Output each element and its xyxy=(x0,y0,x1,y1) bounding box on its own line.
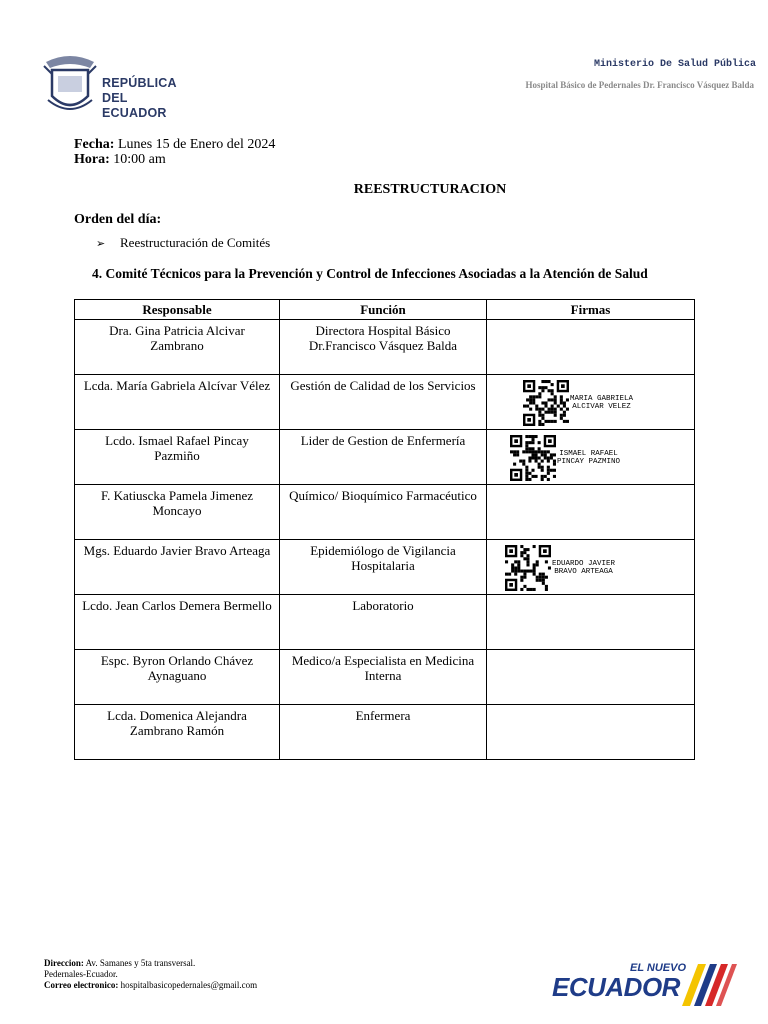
cell-firma xyxy=(487,650,695,705)
signature-name: EDUARDO JAVIER BRAVO ARTEAGA xyxy=(552,560,616,576)
signature-qr-icon xyxy=(510,435,556,481)
signature-qr-icon xyxy=(523,380,569,426)
cell-funcion: Directora Hospital Básico Dr.Francisco Vásquez Balda xyxy=(280,320,487,375)
brand-main-text: ECUADOR xyxy=(552,972,680,1002)
table-row xyxy=(75,485,695,540)
document-title: REESTRUCTURACION xyxy=(353,182,507,197)
hora-label: Hora: xyxy=(74,152,110,167)
direccion-label: Direccion: xyxy=(44,958,84,968)
hora-line xyxy=(74,152,166,168)
brand-top-text: EL NUEVO xyxy=(630,962,687,974)
hospital-header: Hospital Básico de Pedernales Dr. Francisco Vásquez Balda xyxy=(525,80,754,90)
agenda-item-text: Reestructuración de Comités xyxy=(120,235,271,250)
republica-logo xyxy=(40,52,190,120)
correo-label: Correo electronico: xyxy=(44,980,119,990)
table-row xyxy=(75,650,695,705)
cell-firma xyxy=(487,595,695,650)
signature-qr-icon xyxy=(505,545,551,591)
direccion-value: Av. Samanes y 5ta transversal. xyxy=(85,958,196,968)
cell-funcion: Químico/ Bioquímico Farmacéutico xyxy=(280,485,487,540)
cell-responsable: Lcda. María Gabriela Alcívar Vélez xyxy=(75,375,280,430)
cell-firma xyxy=(487,705,695,760)
city: Pedernales-Ecuador. xyxy=(44,969,118,979)
cell-firma xyxy=(487,485,695,540)
header-funcion: Función xyxy=(280,300,487,320)
cell-responsable: Lcda. Domenica Alejandra Zambrano Ramón xyxy=(75,705,280,760)
fecha-label: Fecha: xyxy=(74,137,115,152)
table-row xyxy=(75,375,695,430)
ministry-name: Ministerio De Salud Pública xyxy=(593,59,756,70)
fecha-line xyxy=(74,137,275,153)
cell-responsable: Mgs. Eduardo Javier Bravo Arteaga xyxy=(75,540,280,595)
hora-value: 10:00 am xyxy=(113,152,166,167)
table-row xyxy=(75,430,695,485)
cell-responsable: Lcdo. Jean Carlos Demera Bermello xyxy=(75,595,280,650)
footer-contact xyxy=(44,958,257,991)
cell-funcion: Epidemiólogo de Vigilancia Hospitalaria xyxy=(280,540,487,595)
table-row xyxy=(75,320,695,375)
cell-funcion: Medico/a Especialista en Medicina Interna xyxy=(280,650,487,705)
cell-responsable: F. Katiuscka Pamela Jimenez Moncayo xyxy=(75,485,280,540)
orden-label: Orden del día: xyxy=(74,212,162,227)
cell-funcion: Enfermera xyxy=(280,705,487,760)
correo-value: hospitalbasicopedernales@gmail.com xyxy=(120,980,258,990)
fecha-value: Lunes 15 de Enero del 2024 xyxy=(117,137,276,152)
cell-firma xyxy=(487,320,695,375)
logo-text-line2: DEL ECUADOR xyxy=(102,91,167,120)
signature-name: MARIA GABRIELA ALCIVAR VELEZ xyxy=(570,395,634,411)
table-row xyxy=(75,595,695,650)
arrow-bullet-icon: ➢ xyxy=(96,237,106,250)
cell-responsable: Espc. Byron Orlando Chávez Aynaguano xyxy=(75,650,280,705)
coat-of-arms-icon xyxy=(40,52,100,120)
cell-responsable: Dra. Gina Patricia Alcivar Zambrano xyxy=(75,320,280,375)
cell-firma xyxy=(487,430,695,485)
cell-firma xyxy=(487,375,695,430)
el-nuevo-ecuador-logo xyxy=(552,962,742,1008)
cell-funcion: Gestión de Calidad de los Servicios xyxy=(280,375,487,430)
flag-stripes-icon xyxy=(680,962,740,1008)
table-row xyxy=(75,540,695,595)
signature-table xyxy=(74,299,695,760)
signature-name: ISMAEL RAFAEL PINCAY PAZMINO xyxy=(557,450,621,466)
header-firmas: Firmas xyxy=(487,300,695,320)
cell-funcion: Lider de Gestion de Enfermería xyxy=(280,430,487,485)
logo-text-line1: REPÚBLICA xyxy=(102,76,177,90)
committee-title: 4. Comité Técnicos para la Prevención y Control de Infecciones Asociadas a la Atención de Salud xyxy=(92,266,648,281)
header-responsable: Responsable xyxy=(75,300,280,320)
table-row xyxy=(75,705,695,760)
cell-funcion: Laboratorio xyxy=(280,595,487,650)
cell-firma xyxy=(487,540,695,595)
cell-responsable: Lcdo. Ismael Rafael Pincay Pazmiño xyxy=(75,430,280,485)
agenda-item xyxy=(96,235,270,251)
table-header-row xyxy=(75,300,695,320)
